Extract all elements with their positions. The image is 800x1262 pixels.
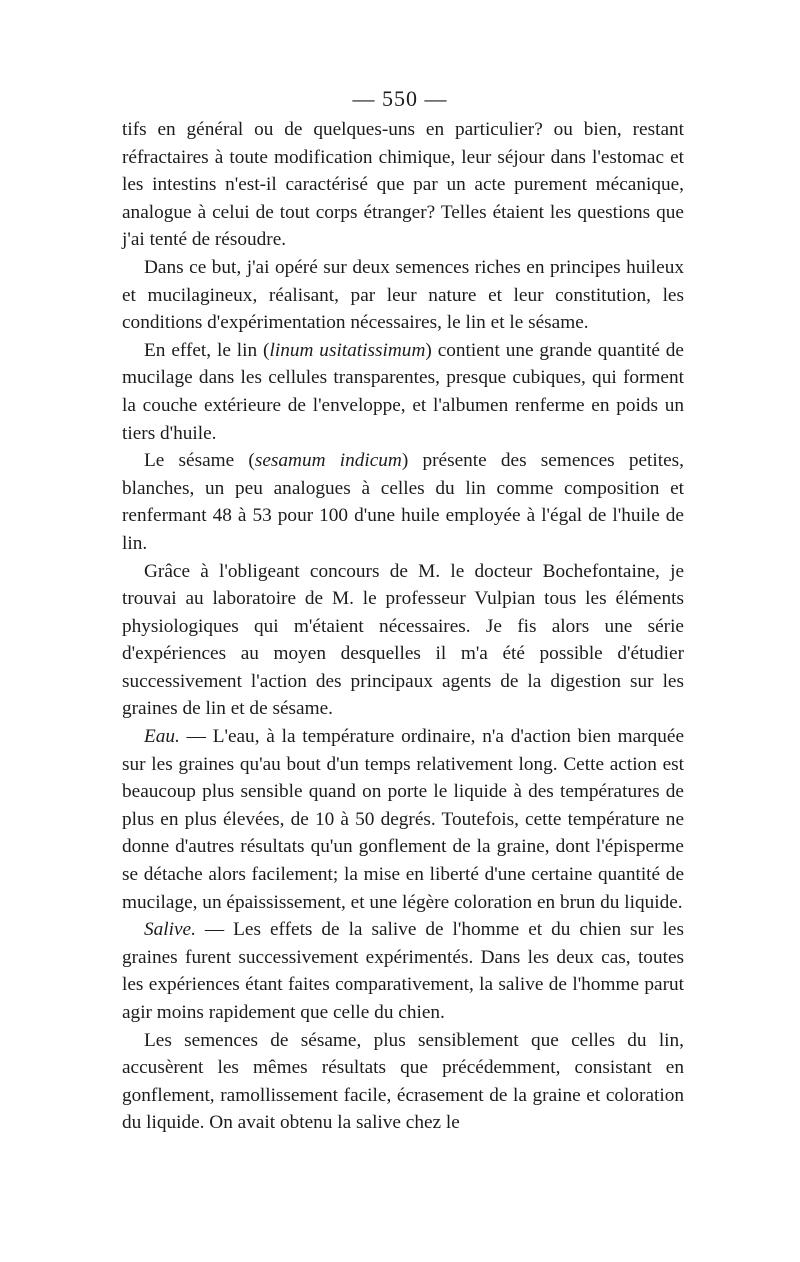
paragraph-6-rest: — L'eau, à la température ordinaire, n'a d'action bien marquée sur les graines qu'au bout d'un temps relativement long. Cette action est beaucoup plus sensible quand on porte le liquide à des températures de plus en plus élevées, de 10 à 50 degrés. Toutefois, cette température ne donne d'autres résultats qu'un gonflement de la graine, dont l'épisperme se détache alors facilement; la mise en liberté d'une certaine quantité de mucilage, un épaississement, et une légère coloration en brun du liquide. <box>122 726 684 913</box>
section-lead-salive: Salive. <box>144 919 196 941</box>
latin-name-linum: linum usitatissimum <box>269 339 426 361</box>
paragraph-3-before: En effet, le lin ( <box>144 339 270 361</box>
paragraph-4-after: ) présente des semences petites, blanches, un peu analogues à celles du lin comme composition et renfermant 48 à 53 pour 100 d'une huile employée à l'égal de l'huile de lin. <box>122 450 685 554</box>
paragraph-7 <box>122 916 684 1026</box>
paragraph-3-after: ) contient une grande quantité de mucilage dans les cellules transparentes, presque cubiques, qui forment la couche extérieure de l'enveloppe, et l'albumen renferme en poids un tiers d'huile. <box>122 339 684 444</box>
paragraph-4 <box>122 447 684 557</box>
paragraph-8: Les semences de sésame, plus sensiblement que celles du lin, accusèrent les mêmes résultats que précédemment, consistant en gonflement, ramollissement facile, écrasement de la graine et coloration du liquide. On avait obtenu la salive chez le <box>122 1029 684 1134</box>
paragraph-6 <box>122 723 684 916</box>
paragraph-4-before: Le sésame ( <box>144 450 255 472</box>
body-text <box>122 116 684 1137</box>
paragraph-7-rest: — Les effets de la salive de l'homme et du chien sur les graines furent successivement expérimentés. Dans les deux cas, toutes les expériences étant faites comparativement, la salive de l'homme parut agir moins rapidement que celle du chien. <box>122 919 684 1023</box>
latin-name-sesamum: sesamum indicum <box>254 450 402 472</box>
paragraph-2: Dans ce but, j'ai opéré sur deux semences riches en principes huileux et mucilagineux, réalisant, par leur nature et leur constitution, les conditions d'expérimentation nécessaires, le lin et le sésame. <box>122 256 684 334</box>
paragraph-3 <box>122 337 684 447</box>
section-lead-eau: Eau. <box>144 726 180 748</box>
paragraph-1: tifs en général ou de quelques-uns en particulier? ou bien, restant réfractaires à toute modification chimique, leur séjour dans l'estomac et les intestins n'est-il caractérisé que par un acte purement mécanique, analogue à celui de tout corps étranger? Telles étaient les questions que j'ai tenté de résoudre. <box>122 119 684 251</box>
page-number: — 550 — <box>352 86 448 111</box>
paragraph-5: Grâce à l'obligeant concours de M. le docteur Bochefontaine, je trouvai au laboratoire de M. le professeur Vulpian tous les éléments physiologiques qui m'étaient nécessaires. Je fis alors une série d'expériences au moyen desquelles il m'a été possible d'étudier successivement l'action des principaux agents de la digestion sur les graines de lin et de sésame. <box>122 560 684 720</box>
